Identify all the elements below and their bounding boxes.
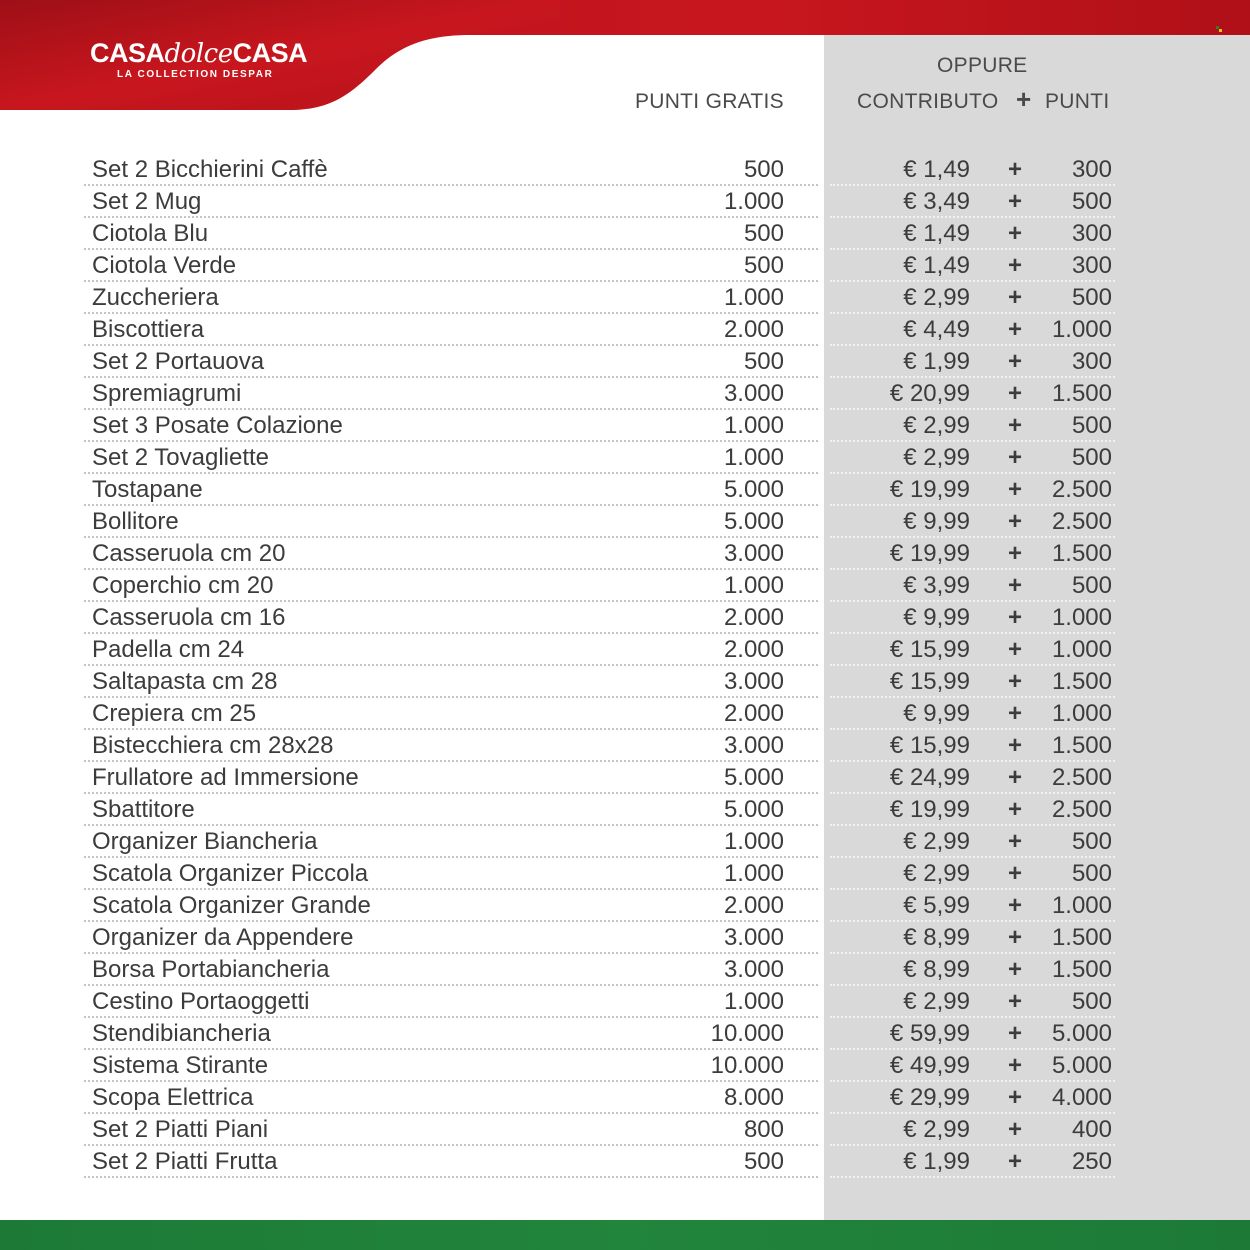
item-plus: + bbox=[1007, 252, 1022, 279]
item-name: Frullatore ad Immersione bbox=[92, 764, 359, 791]
items-table bbox=[0, 154, 1250, 1178]
item-contributo: € 8,99 bbox=[903, 956, 970, 983]
item-plus: + bbox=[1007, 956, 1022, 983]
item-punti-gratis: 1.000 bbox=[723, 860, 784, 887]
item-name: Organizer Biancheria bbox=[92, 828, 318, 855]
item-name: Set 3 Posate Colazione bbox=[92, 412, 343, 439]
item-contributo: € 9,99 bbox=[903, 508, 970, 535]
item-punti-gratis: 1.000 bbox=[723, 412, 784, 439]
item-plus: + bbox=[1007, 860, 1022, 887]
item-name: Set 2 Tovagliette bbox=[92, 444, 270, 471]
table-row bbox=[0, 474, 1250, 506]
table-row bbox=[0, 826, 1250, 858]
header-plus: + bbox=[1016, 84, 1032, 114]
item-contributo: € 15,99 bbox=[889, 732, 970, 759]
table-row bbox=[0, 1082, 1250, 1114]
table-row bbox=[0, 1050, 1250, 1082]
item-plus: + bbox=[1007, 508, 1022, 535]
table-row bbox=[0, 954, 1250, 986]
item-contributo: € 5,99 bbox=[903, 892, 970, 919]
item-contributo: € 2,99 bbox=[903, 988, 970, 1015]
item-punti-extra: 1.500 bbox=[1051, 956, 1112, 983]
item-name: Scatola Organizer Grande bbox=[92, 892, 371, 919]
item-name: Biscottiera bbox=[92, 316, 205, 343]
header-punti-gratis: PUNTI GRATIS bbox=[634, 90, 784, 113]
item-punti-extra: 500 bbox=[1071, 444, 1112, 471]
item-punti-gratis: 8.000 bbox=[723, 1084, 784, 1111]
item-contributo: € 2,99 bbox=[903, 860, 970, 887]
item-contributo: € 9,99 bbox=[903, 700, 970, 727]
item-plus: + bbox=[1007, 1052, 1022, 1079]
item-plus: + bbox=[1007, 668, 1022, 695]
item-punti-extra: 2.500 bbox=[1051, 476, 1112, 503]
item-punti-gratis: 2.000 bbox=[723, 636, 784, 663]
item-punti-gratis: 3.000 bbox=[723, 380, 784, 407]
item-punti-gratis: 500 bbox=[743, 220, 784, 247]
item-contributo: € 19,99 bbox=[889, 540, 970, 567]
item-contributo: € 49,99 bbox=[889, 1052, 970, 1079]
table-row bbox=[0, 794, 1250, 826]
brand-logo: CASAdolceCASA bbox=[90, 38, 308, 69]
item-plus: + bbox=[1007, 1148, 1022, 1175]
item-contributo: € 1,49 bbox=[903, 252, 970, 279]
table-row bbox=[0, 314, 1250, 346]
item-punti-gratis: 2.000 bbox=[723, 316, 784, 343]
item-punti-gratis: 1.000 bbox=[723, 188, 784, 215]
item-punti-extra: 1.000 bbox=[1051, 604, 1112, 631]
item-punti-gratis: 10.000 bbox=[710, 1020, 784, 1047]
item-punti-gratis: 10.000 bbox=[710, 1052, 784, 1079]
item-name: Crepiera cm 25 bbox=[92, 700, 257, 727]
item-contributo: € 19,99 bbox=[889, 796, 970, 823]
item-punti-extra: 300 bbox=[1071, 252, 1112, 279]
table-row bbox=[0, 442, 1250, 474]
item-punti-gratis: 5.000 bbox=[723, 508, 784, 535]
item-plus: + bbox=[1007, 636, 1022, 663]
item-name: Padella cm 24 bbox=[92, 636, 245, 663]
item-plus: + bbox=[1007, 1084, 1022, 1111]
item-plus: + bbox=[1007, 604, 1022, 631]
item-plus: + bbox=[1007, 540, 1022, 567]
table-row bbox=[0, 570, 1250, 602]
item-punti-gratis: 1.000 bbox=[723, 572, 784, 599]
table-row bbox=[0, 922, 1250, 954]
item-plus: + bbox=[1007, 700, 1022, 727]
item-punti-gratis: 5.000 bbox=[723, 764, 784, 791]
item-plus: + bbox=[1007, 796, 1022, 823]
item-plus: + bbox=[1007, 764, 1022, 791]
item-contributo: € 3,99 bbox=[903, 572, 970, 599]
item-punti-extra: 5.000 bbox=[1051, 1052, 1112, 1079]
item-contributo: € 1,49 bbox=[903, 156, 970, 183]
item-contributo: € 4,49 bbox=[903, 316, 970, 343]
item-punti-extra: 1.500 bbox=[1051, 540, 1112, 567]
item-plus: + bbox=[1007, 156, 1022, 183]
item-name: Set 2 Piatti Frutta bbox=[92, 1148, 278, 1175]
item-plus: + bbox=[1007, 348, 1022, 375]
item-contributo: € 8,99 bbox=[903, 924, 970, 951]
item-contributo: € 15,99 bbox=[889, 668, 970, 695]
item-punti-gratis: 500 bbox=[743, 1148, 784, 1175]
bottom-green-bar bbox=[0, 1220, 1250, 1250]
item-punti-extra: 300 bbox=[1071, 348, 1112, 375]
item-name: Bistecchiera cm 28x28 bbox=[92, 732, 334, 759]
item-plus: + bbox=[1007, 1020, 1022, 1047]
item-punti-extra: 500 bbox=[1071, 860, 1112, 887]
item-punti-gratis: 1.000 bbox=[723, 828, 784, 855]
item-punti-extra: 1.000 bbox=[1051, 700, 1112, 727]
item-contributo: € 1,49 bbox=[903, 220, 970, 247]
table-row bbox=[0, 730, 1250, 762]
item-punti-extra: 1.500 bbox=[1051, 924, 1112, 951]
table-row bbox=[0, 1146, 1250, 1178]
item-punti-extra: 300 bbox=[1071, 156, 1112, 183]
item-punti-gratis: 2.000 bbox=[723, 892, 784, 919]
item-punti-gratis: 500 bbox=[743, 252, 784, 279]
item-name: Sistema Stirante bbox=[92, 1052, 269, 1079]
item-plus: + bbox=[1007, 316, 1022, 343]
item-punti-gratis: 500 bbox=[743, 348, 784, 375]
item-name: Organizer da Appendere bbox=[92, 924, 354, 951]
item-punti-extra: 500 bbox=[1071, 828, 1112, 855]
item-name: Spremiagrumi bbox=[92, 380, 242, 407]
item-name: Coperchio cm 20 bbox=[92, 572, 274, 599]
table-row bbox=[0, 186, 1250, 218]
item-punti-extra: 250 bbox=[1071, 1148, 1112, 1175]
item-contributo: € 9,99 bbox=[903, 604, 970, 631]
item-punti-extra: 1.000 bbox=[1051, 892, 1112, 919]
table-row bbox=[0, 250, 1250, 282]
table-row bbox=[0, 762, 1250, 794]
item-punti-gratis: 3.000 bbox=[723, 956, 784, 983]
item-contributo: € 15,99 bbox=[889, 636, 970, 663]
item-punti-extra: 5.000 bbox=[1051, 1020, 1112, 1047]
item-contributo: € 29,99 bbox=[889, 1084, 970, 1111]
item-name: Scatola Organizer Piccola bbox=[92, 860, 369, 887]
item-contributo: € 2,99 bbox=[903, 828, 970, 855]
table-row bbox=[0, 538, 1250, 570]
table-row bbox=[0, 698, 1250, 730]
item-plus: + bbox=[1007, 220, 1022, 247]
item-plus: + bbox=[1007, 988, 1022, 1015]
item-punti-gratis: 1.000 bbox=[723, 444, 784, 471]
item-contributo: € 1,99 bbox=[903, 1148, 970, 1175]
item-name: Casseruola cm 16 bbox=[92, 604, 286, 631]
item-contributo: € 2,99 bbox=[903, 1116, 970, 1143]
item-punti-extra: 500 bbox=[1071, 188, 1112, 215]
item-plus: + bbox=[1007, 188, 1022, 215]
item-punti-gratis: 3.000 bbox=[723, 668, 784, 695]
item-punti-extra: 2.500 bbox=[1051, 796, 1112, 823]
table-row bbox=[0, 282, 1250, 314]
item-contributo: € 2,99 bbox=[903, 444, 970, 471]
item-punti-gratis: 2.000 bbox=[723, 604, 784, 631]
table-row bbox=[0, 506, 1250, 538]
table-row bbox=[0, 858, 1250, 890]
item-punti-gratis: 3.000 bbox=[723, 732, 784, 759]
item-name: Zuccheriera bbox=[92, 284, 219, 311]
corner-mark-icon bbox=[1216, 26, 1224, 32]
item-name: Set 2 Portauova bbox=[92, 348, 265, 375]
item-name: Borsa Portabiancheria bbox=[92, 956, 330, 983]
table-row bbox=[0, 346, 1250, 378]
item-punti-extra: 2.500 bbox=[1051, 764, 1112, 791]
item-punti-extra: 4.000 bbox=[1051, 1084, 1112, 1111]
table-row bbox=[0, 1114, 1250, 1146]
table-row bbox=[0, 154, 1250, 186]
table-row bbox=[0, 602, 1250, 634]
item-name: Scopa Elettrica bbox=[92, 1084, 254, 1111]
item-plus: + bbox=[1007, 892, 1022, 919]
header-oppure: OPPURE bbox=[937, 54, 1028, 77]
item-name: Saltapasta cm 28 bbox=[92, 668, 278, 695]
table-row bbox=[0, 634, 1250, 666]
item-plus: + bbox=[1007, 380, 1022, 407]
item-punti-extra: 2.500 bbox=[1051, 508, 1112, 535]
item-contributo: € 2,99 bbox=[903, 412, 970, 439]
item-punti-gratis: 3.000 bbox=[723, 924, 784, 951]
item-plus: + bbox=[1007, 476, 1022, 503]
item-name: Cestino Portaoggetti bbox=[92, 988, 310, 1015]
item-punti-gratis: 3.000 bbox=[723, 540, 784, 567]
item-punti-gratis: 2.000 bbox=[723, 700, 784, 727]
item-plus: + bbox=[1007, 412, 1022, 439]
item-contributo: € 20,99 bbox=[889, 380, 970, 407]
item-plus: + bbox=[1007, 1116, 1022, 1143]
item-punti-extra: 1.000 bbox=[1051, 316, 1112, 343]
header-punti: PUNTI bbox=[1045, 90, 1110, 113]
item-punti-gratis: 800 bbox=[743, 1116, 784, 1143]
table-row bbox=[0, 986, 1250, 1018]
item-name: Set 2 Piatti Piani bbox=[92, 1116, 269, 1143]
item-plus: + bbox=[1007, 284, 1022, 311]
item-punti-extra: 1.500 bbox=[1051, 732, 1112, 759]
item-punti-extra: 300 bbox=[1071, 220, 1112, 247]
item-name: Set 2 Bicchierini Caffè bbox=[92, 156, 328, 183]
item-punti-extra: 500 bbox=[1071, 988, 1112, 1015]
item-contributo: € 59,99 bbox=[889, 1020, 970, 1047]
table-row bbox=[0, 890, 1250, 922]
item-name: Tostapane bbox=[92, 476, 203, 503]
item-punti-extra: 400 bbox=[1071, 1116, 1112, 1143]
item-punti-gratis: 1.000 bbox=[723, 284, 784, 311]
brand-tagline: LA COLLECTION DESPAR bbox=[117, 69, 274, 80]
item-punti-extra: 500 bbox=[1071, 412, 1112, 439]
table-row bbox=[0, 410, 1250, 442]
table-row bbox=[0, 378, 1250, 410]
item-plus: + bbox=[1007, 444, 1022, 471]
item-punti-extra: 500 bbox=[1071, 284, 1112, 311]
table-row bbox=[0, 218, 1250, 250]
item-name: Stendibiancheria bbox=[92, 1020, 271, 1047]
item-contributo: € 2,99 bbox=[903, 284, 970, 311]
item-name: Bollitore bbox=[92, 508, 179, 535]
item-contributo: € 3,49 bbox=[903, 188, 970, 215]
item-name: Ciotola Verde bbox=[92, 252, 237, 279]
header-contributo: CONTRIBUTO bbox=[857, 90, 999, 113]
item-punti-extra: 500 bbox=[1071, 572, 1112, 599]
item-punti-gratis: 5.000 bbox=[723, 796, 784, 823]
item-punti-gratis: 500 bbox=[743, 156, 784, 183]
item-punti-extra: 1.500 bbox=[1051, 668, 1112, 695]
item-contributo: € 1,99 bbox=[903, 348, 970, 375]
item-punti-gratis: 5.000 bbox=[723, 476, 784, 503]
item-plus: + bbox=[1007, 732, 1022, 759]
item-contributo: € 19,99 bbox=[889, 476, 970, 503]
table-row bbox=[0, 1018, 1250, 1050]
item-name: Ciotola Blu bbox=[92, 220, 209, 247]
item-punti-gratis: 1.000 bbox=[723, 988, 784, 1015]
item-punti-extra: 1.000 bbox=[1051, 636, 1112, 663]
item-name: Sbattitore bbox=[92, 796, 195, 823]
item-name: Set 2 Mug bbox=[92, 188, 202, 215]
item-name: Casseruola cm 20 bbox=[92, 540, 286, 567]
item-punti-extra: 1.500 bbox=[1051, 380, 1112, 407]
item-plus: + bbox=[1007, 924, 1022, 951]
table-row bbox=[0, 666, 1250, 698]
item-contributo: € 24,99 bbox=[889, 764, 970, 791]
item-plus: + bbox=[1007, 828, 1022, 855]
item-plus: + bbox=[1007, 572, 1022, 599]
